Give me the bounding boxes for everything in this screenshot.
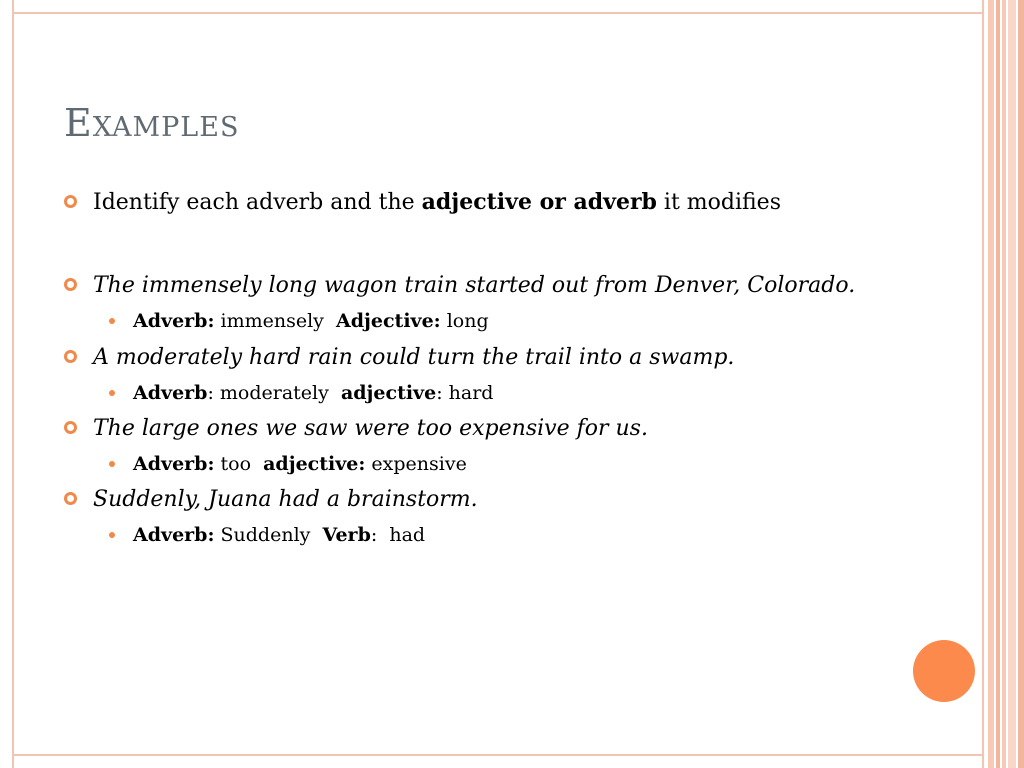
frame-top-line (12, 12, 984, 14)
ring-bullet-icon (64, 278, 77, 291)
dot-bullet-icon (109, 390, 115, 396)
bullet-sentence (64, 483, 864, 516)
dot-bullet-icon (109, 318, 115, 324)
decorative-stripe (1018, 0, 1024, 768)
ring-bullet-icon (64, 195, 77, 208)
example-sentence: The large ones we saw were too expensive for us. (93, 416, 648, 441)
decorative-circle (913, 640, 975, 702)
answer-value: long (440, 310, 489, 332)
bullet-instruction (64, 186, 864, 219)
answer-label: Verb (322, 524, 371, 546)
example-sentence: Suddenly, Juana had a brainstorm. (93, 487, 478, 512)
ring-bullet-icon (64, 492, 77, 505)
slide-title: Examples (64, 101, 240, 145)
answer-value: : had (370, 524, 426, 546)
sub-bullet-answer (64, 522, 864, 548)
dot-bullet-icon (109, 532, 115, 538)
bullet-sentence (64, 269, 864, 302)
sub-bullet-answer (64, 380, 864, 406)
answer-label: Adverb: (133, 310, 215, 332)
frame-left-line (12, 0, 14, 768)
ring-bullet-icon (64, 350, 77, 363)
instruction-emphasis: adjective or adverb (421, 189, 657, 215)
decorative-stripe (1008, 0, 1016, 768)
example-sentence: The immensely long wagon train started out from Denver, Colorado. (93, 273, 856, 298)
decorative-stripe (1002, 0, 1006, 768)
answer-value: expensive (365, 453, 467, 475)
slide-content (64, 186, 864, 548)
instruction-tail: it modifies (656, 190, 781, 215)
ring-bullet-icon (64, 421, 77, 434)
sub-bullet-answer (64, 308, 864, 334)
bullet-sentence (64, 412, 864, 445)
answer-label: Adverb: (133, 453, 215, 475)
dot-bullet-icon (109, 461, 115, 467)
answer-label: Adverb: (133, 524, 215, 546)
frame-right-line (982, 0, 984, 768)
answer-label: adjective (340, 382, 437, 404)
bullet-sentence (64, 341, 864, 374)
frame-bottom-line (12, 754, 984, 756)
instruction-intro: Identify each adverb and the (93, 190, 422, 215)
answer-label: Adverb (133, 382, 208, 404)
decorative-stripe (996, 0, 1000, 768)
answer-label: Adjective: (335, 310, 441, 332)
answer-value: immensely (214, 310, 336, 332)
sub-bullet-answer (64, 451, 864, 477)
answer-value: too (214, 453, 264, 475)
decorative-stripe (988, 0, 994, 768)
answer-value: : moderately (207, 382, 341, 404)
answer-label: adjective: (263, 453, 366, 475)
example-sentence: A moderately hard rain could turn the trail into a swamp. (93, 345, 735, 370)
answer-value: Suddenly (214, 524, 323, 546)
answer-value: : hard (436, 382, 494, 404)
